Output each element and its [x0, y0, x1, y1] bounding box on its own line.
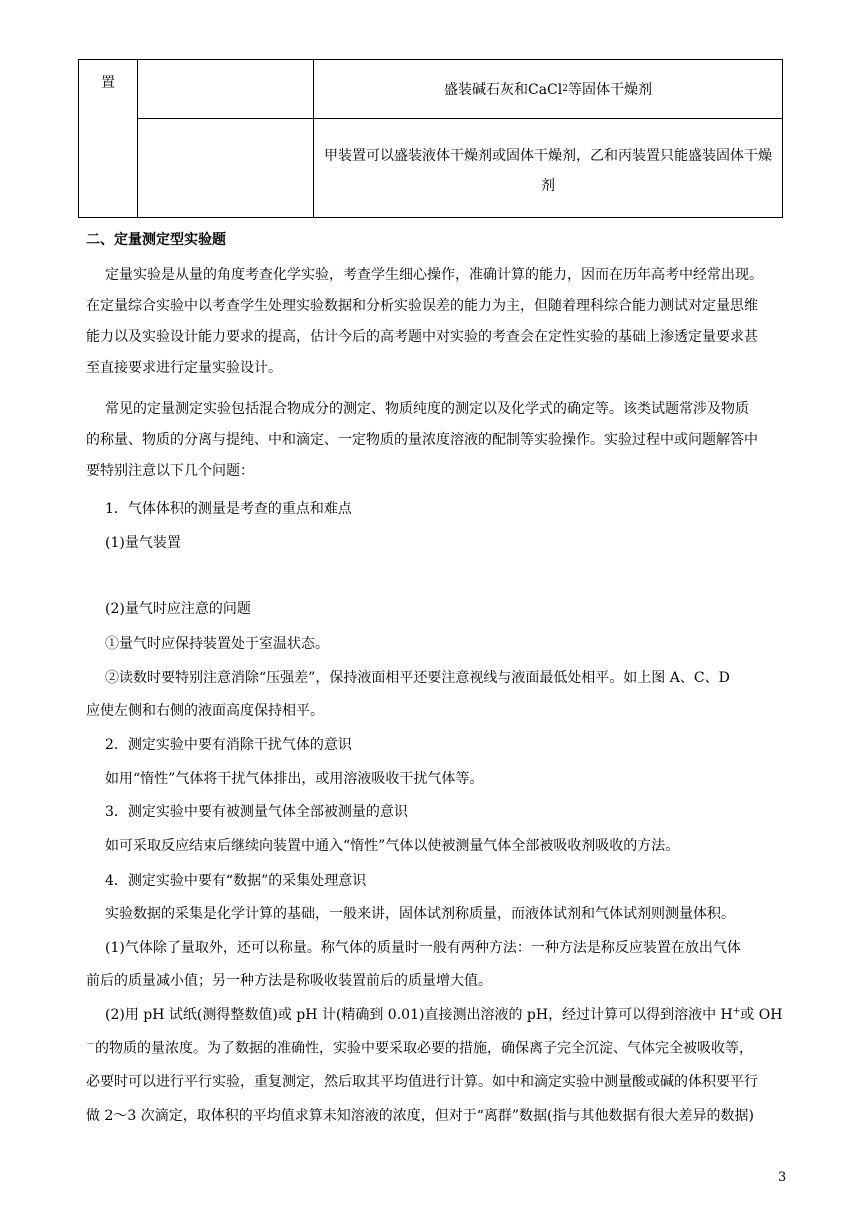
item-heading: 4．测定实验中要有“数据”的采集处理意识 [105, 873, 367, 889]
paragraph-line: 在定量综合实验中以考查学生处理实验数据和分析实验误差的能力为主，但随着理科综合能力测试对定量思维 [86, 298, 758, 314]
paragraph-line: 的称量、物质的分离与提纯、中和滴定、一定物质的量浓度溶液的配制等实验操作。实验过程中或问题解答中 [86, 432, 758, 448]
superscript: + [732, 1006, 741, 1017]
superscript: － [86, 1040, 96, 1050]
sub-heading: (2)量气时应注意的问题 [105, 601, 251, 617]
table-cell-text: 甲装置可以盛装液体干燥剂或固体干燥剂，乙和丙装置只能盛装固体干燥剂 [324, 148, 772, 194]
paragraph-line [86, 1037, 753, 1058]
paragraph-line: 要特别注意以下几个问题： [86, 463, 254, 479]
table-text-b: 等固体干燥剂 [567, 82, 652, 98]
table-row [79, 60, 783, 119]
table-row [79, 119, 783, 218]
table-cell-label: 置 [101, 75, 115, 91]
text-run: 的物质的量浓度。为了数据的准确性，实验中要采取必要的措施，确保离子完全沉淀、气体完全被吸收等， [95, 1040, 754, 1057]
paragraph-line: 如可采取反应结束后继续向装置中通入“惰性”气体以使被测量气体全部被吸收剂吸收的方法。 [105, 838, 680, 854]
paragraph-line: 能力以及实验设计能力要求的提高，估计今后的高考题中对实验的考查会在定性实验的基础上渗透定量要求甚 [86, 329, 758, 345]
table-subscript: 2 [562, 84, 568, 94]
section-heading: 二、定量测定型实验题 [86, 232, 226, 248]
item-heading: 2．测定实验中要有消除干扰气体的意识 [105, 737, 352, 753]
paragraph-line: 至直接要求进行定量实验设计。 [86, 360, 282, 376]
table-cell-device [79, 60, 138, 218]
paragraph-line: 定量实验是从量的角度考查化学实验，考查学生细心操作，准确计算的能力，因而在历年高考中经常出现。 [105, 267, 763, 283]
paragraph-line: 实验数据的采集是化学计算的基础，一般来讲，固体试剂称质量，而液体试剂和气体试剂则测量体积。 [105, 906, 735, 922]
paragraph-line: 做 2～3 次滴定，取体积的平均值求算未知溶液的浓度，但对于“离群”数据(指与其他数据有很大差异的数据) [86, 1108, 754, 1124]
table-cell-empty [138, 60, 314, 119]
paragraph-line: (1)气体除了量取外，还可以称量。称气体的质量时一般有两种方法：一种方法是称反应装置在放出气体 [105, 940, 741, 956]
text-run: (2)用 pH 试纸(测得整数值)或 pH 计(精确到 0.01)直接测出溶液的 pH，经过计算可以得到溶液中 H [105, 1007, 733, 1023]
dryer-table [78, 59, 783, 218]
paragraph-line: 常见的定量测定实验包括混合物成分的测定、物质纯度的测定以及化学式的确定等。该类试题常涉及物质 [105, 401, 749, 417]
paragraph-line: 前后的质量减小值；另一种方法是称吸收装置前后的质量增大值。 [86, 973, 492, 989]
text-run: 或 OH [740, 1007, 783, 1023]
table-text-a: 盛装碱石灰和CaCl [444, 82, 563, 98]
paragraph-line: 应使左侧和右侧的液面高度保持相平。 [86, 703, 324, 719]
paragraph-line: ①量气时应保持装置处于室温状态。 [105, 636, 329, 652]
table-cell-empty [138, 119, 314, 218]
item-heading: 1．气体体积的测量是考查的重点和难点 [105, 501, 352, 517]
sub-heading: (1)量气装置 [105, 535, 181, 551]
paragraph-line: 如用“惰性”气体将干扰气体排出，或用溶液吸收干扰气体等。 [105, 771, 484, 787]
paragraph-line: ②读数时要特别注意消除“压强差”，保持液面相平还要注意视线与液面最低处相平。如上图 A、C、D [105, 670, 730, 686]
table-cell-desc [314, 119, 783, 218]
table-cell-desc [314, 60, 783, 119]
page-number: 3 [778, 1170, 787, 1185]
item-heading: 3．测定实验中要有被测量气体全部被测量的意识 [105, 804, 408, 820]
paragraph-line: 必要时可以进行平行实验，重复测定，然后取其平均值进行计算。如中和滴定实验中测量酸或碱的体积要平行 [86, 1074, 758, 1090]
paragraph-line [105, 1004, 782, 1024]
